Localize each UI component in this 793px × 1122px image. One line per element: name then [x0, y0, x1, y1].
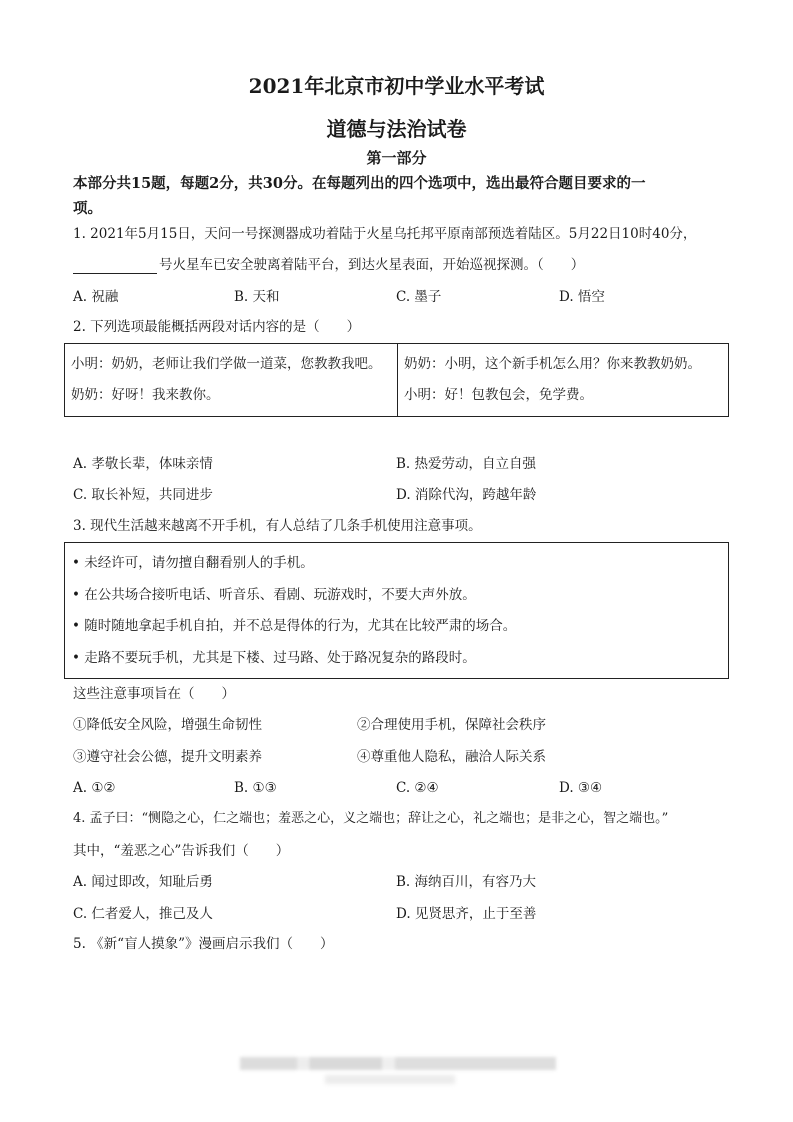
q3-option-a[interactable]: A. ①②	[73, 780, 116, 796]
q3-bullet-2: • 在公共场合接听电话、听音乐、看剧、玩游戏时，不要大声外放。	[72, 587, 476, 603]
q3-option-b[interactable]: B. ①③	[234, 780, 277, 796]
q3-bullet-3: • 随时随地拿起手机自拍，并不总是得体的行为，尤其在比较严肃的场合。	[72, 618, 517, 634]
q3-question: 这些注意事项旨在（ ）	[73, 686, 235, 702]
q4-option-b[interactable]: B. 海纳百川，有容乃大	[396, 874, 537, 890]
q2-option-d[interactable]: D. 消除代沟，跨越年龄	[396, 487, 537, 503]
q1-option-c[interactable]: C. 墨子	[396, 289, 442, 305]
q3-bullet-4: • 走路不要玩手机，尤其是下楼、过马路、处于路况复杂的路段时。	[72, 650, 476, 666]
q4-stem-line-2: 其中，“羞恶之心”告诉我们（ ）	[73, 843, 290, 859]
q2-option-c[interactable]: C. 取长补短，共同进步	[73, 487, 213, 503]
exam-title: 2021年北京市初中学业水平考试	[248, 74, 545, 98]
q1-stem-line-1: 1. 2021年5月15日，天问一号探测器成功着陆于火星乌托邦平原南部预选着陆区。5月22日10时40分，	[73, 226, 697, 242]
q1-option-d[interactable]: D. 悟空	[559, 289, 605, 305]
q4-option-d[interactable]: D. 见贤思齐，止于至善	[396, 906, 537, 922]
q3-bullet-1: • 未经许可，请勿擅自翻看别人的手机。	[72, 555, 314, 571]
instructions-line-1: 本部分共15题，每题2分，共30分。在每题列出的四个选项中，选出最符合题目要求的一	[73, 175, 646, 192]
q1-stem-line-2: 号火星车已安全驶离着陆平台，到达火星表面，开始巡视探测。（ ）	[73, 256, 584, 274]
exam-subtitle: 道德与法治试卷	[326, 117, 467, 141]
q1-blank	[73, 259, 157, 274]
q3-item-4: ④尊重他人隐私，融洽人际关系	[357, 749, 546, 765]
q4-option-a[interactable]: A. 闻过即改，知耻后勇	[73, 874, 213, 890]
q4-option-c[interactable]: C. 仁者爱人，推己及人	[73, 906, 213, 922]
part-heading: 第一部分	[366, 149, 427, 167]
footer-watermark	[240, 1057, 556, 1070]
q3-item-3: ③遵守社会公德，提升文明素养	[73, 749, 262, 765]
q2-option-b[interactable]: B. 热爱劳动，自立自强	[396, 456, 537, 472]
q3-item-1: ①降低安全风险，增强生命韧性	[73, 717, 262, 733]
instructions-line-2: 项。	[73, 200, 102, 217]
q2-right-line-2: 小明：好！包教包会，免学费。	[404, 387, 593, 403]
q2-option-a[interactable]: A. 孝敬长辈，体味亲情	[73, 456, 213, 472]
q2-left-line-2: 奶奶：好呀！我来教你。	[71, 387, 220, 403]
q1-option-b[interactable]: B. 天和	[234, 289, 280, 305]
q1-option-a[interactable]: A. 祝融	[73, 289, 119, 305]
q3-option-c[interactable]: C. ②④	[396, 780, 439, 796]
q2-left-line-1: 小明：奶奶，老师让我们学做一道菜，您教教我吧。	[71, 356, 382, 372]
q3-stem: 3. 现代生活越来越离不开手机，有人总结了几条手机使用注意事项。	[73, 518, 482, 534]
q5-stem: 5. 《新“盲人摸象”》漫画启示我们（ ）	[73, 936, 334, 952]
q2-right-line-1: 奶奶：小明，这个新手机怎么用？你来教教奶奶。	[404, 356, 701, 372]
q4-stem-line-1: 4. 孟子曰：“恻隐之心，仁之端也；羞恶之心，义之端也；辞让之心，礼之端也；是非之心，智之端也。”	[73, 811, 669, 826]
q3-option-d[interactable]: D. ③④	[559, 780, 603, 796]
q3-item-2: ②合理使用手机，保障社会秩序	[357, 717, 546, 733]
q2-stem: 2. 下列选项最能概括两段对话内容的是（ ）	[73, 319, 361, 335]
footer-watermark-sub	[325, 1075, 455, 1084]
q2-box-divider	[397, 344, 398, 416]
